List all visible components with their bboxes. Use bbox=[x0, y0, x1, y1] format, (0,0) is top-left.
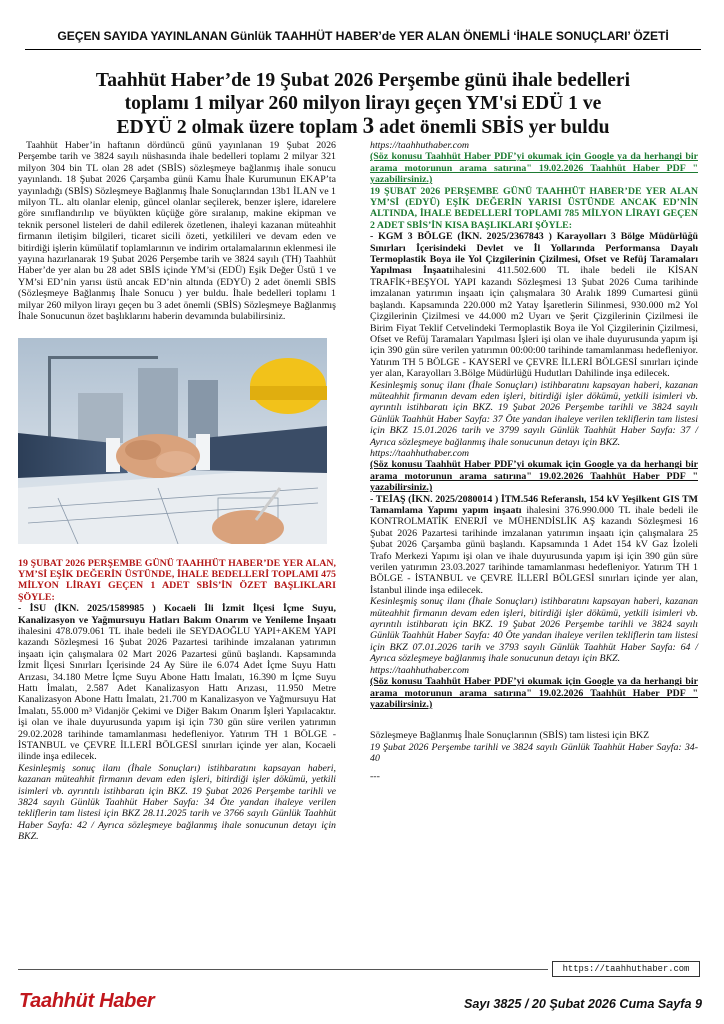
tender-body-kgm: ihalesini 411.502.600 TL ihale bedeli ile KİSAN TRAFİK+BEŞYOL YAPI kazandı Sözleşmesi 13 Şubat 2026 Cuma tarihinde imzalanan yatırımın inşaatı için çalışmalara 30 Aralık 1899 Cumartesi günü başlandı. Kapsamında 220.000 m2 Yatay İşaretlerin Silinmesi, 930.000 m2 Yol Çizgilerinin Çizilmesi ve 44.000 m2 Uyarı ve Şerit Çizgilerinin Çizilmesi ile Birim Fiyat Teklif Cetvelindeki Termoplastik Boya ile Yol Çizgilerinin Çizilmesi, Ofset ve Refüj Taramaları Yapılması İşleri işi olan ve ihale duyurusunda yapım işi için 390 gün süre verilen yatırımın 00:00:00 tarihinde tamamlanması hedefleniyor. Yatırım TH 5 BÖLGE - KAYSERİ ve ÇEVRE İLLERİ BÖLGESİ sınırları içinde yer alan, Karayolları 3.Bölge Müdürlüğü Hudutları Dahilinde inşa edilecek. bbox=[370, 265, 698, 380]
tender-title-kgm: - KGM 3 BÖLGE (İKN. 2025/2367843 ) Karayolları 3 Bölge Müdürlüğü Sınırları İçerisindeki Devlet ve İl Yollarında Performansa Dayalı Termoplastik Boya ile Yol Çizgilerinin Çizilmesi, Ofset ve Refüj Taramaları Yapılması İnşaatı bbox=[370, 231, 698, 277]
full-list-pages: 19 Şubat 2026 Perşembe tarihli ve 3824 sayılı Günlük Taahhüt Haber Sayfa: 34-40 bbox=[370, 741, 698, 765]
tender-item-kgm bbox=[370, 231, 698, 379]
brand-logo: Taahhüt Haber bbox=[19, 990, 155, 1012]
spacer bbox=[370, 710, 698, 730]
source-url-3[interactable]: https://taahhuthaber.com bbox=[370, 664, 470, 676]
tender-title-isu: - İSU (İKN. 2025/1589985 ) Kocaeli İli İzmit İlçesi İçme Suyu, Kanalizasyon ve Yağmursuyu Hatları Bakım Onarım ve Yenileme İnşaatı bbox=[18, 603, 336, 626]
tender-item-teias bbox=[370, 494, 698, 597]
source-url-1[interactable]: https://taahhuthaber.com bbox=[370, 140, 470, 151]
headline-count: 3 bbox=[362, 113, 375, 138]
left-column bbox=[18, 140, 336, 843]
headline-line-2: toplamı 1 milyar 260 milyon lirayı geçen YM'si EDÜ 1 ve bbox=[124, 92, 602, 114]
page-header: GEÇEN SAYIDA YAYINLANAN Günlük TAAHHÜT HABER’de YER ALAN ÖNEMLİ ‘İHALE SONUÇLARI’ ÖZETİ bbox=[57, 29, 669, 43]
tender-note-kgm: Kesinleşmiş sonuç ilanı (İhale Sonuçları) istihbaratını kapsayan haberi, kazanan müteahhit firmanın devam eden işleri, bitirdiği işler dökümü, yetkili isimleri vb. ayrıntılı istihbaratı için BKZ. 19 Şubat 2026 Perşembe tarihli ve 3824 sayılı Günlük Taahhüt Haber Sayfa: 37 Öte yandan ihaleye verilen tekliflerin tam listesi için BKZ 15.01.2026 tarih ve 3799 sayılı Günlük Taahhüt Haber Sayfa: 37 / Ayrıca sözleşmeye bağlanmış ihale sonucunun detayı için BKZ. bbox=[370, 379, 698, 448]
headline-line-3a: EDYÜ 2 olmak üzere toplam bbox=[116, 117, 358, 138]
headline bbox=[40, 70, 686, 140]
tender-body-isu: ihalesini 478.079.061 TL ihale bedeli ile SEYDAOĞLU YAPI+AKEM YAPI kazandı Sözleşmesi 16 Şubat 2026 Pazartesi tarihinde imzalanan yatırımın inşaatı için çalışmalara 02 Mart 2026 Pazartesi günü başlandı. Kapsamında İzmit İlçesi Sınırları İçerisinde 24 Ay Süre ile 6.074 Adet İçme Suyu Hattı Arızası, 34.180 Metre İçme Suyu Abone Hattı İmalatı, 16.390 m İçme Suyu Hattı İmalatı, 2.587 Adet Kanalizasyon Hattı Arızası, 11.950 Metre Kanalizasyon Abone Hattı İmalatı, 21.700 m Kanalizasyon ve Yağmursuyu Hat İmalatı, 55.000 m³ Vidanjör Çekimi ve Diğer Bakım Onarım İşleri Yapılacaktır. işi olan ve ihale duyurusunda yapım işi için 730 gün süre verilen yatırımın 29.02.2028 tarihinde tamamlanması hedefleniyor. Yatırım TH 1 BÖLGE - İSTANBUL ve ÇEVRE İLLERİ BÖLGESİ sınırları içinde yer alan, Kocaeli ilinde inşa edilecek. bbox=[18, 625, 336, 763]
tender-item-isu bbox=[18, 603, 336, 763]
intro-paragraph: Taahhüt Haber’in haftanın dördüncü günü yayınlanan 19 Şubat 2026 Perşembe tarih ve 3824 sayılı nüshasında ihale bedelleri toplamı 2 milyar 321 milyon 304 bin TL olan 28 adet (SBİS) sözleşmeye bağlanmış ihale sonucu yayınlandı. 18 Şubat 2026 Çarşamba günü Kamu İhale Kurumunun EKAP’ta yayınladığı (SBİS) Sözleşmeye Bağlanmış İhale Sonuçlarından 13b1 İLAN ve 1 milyon TL. altı olanlar elenip, güncel olanlar seçilerek, benzer işlere, idarelere göre sınıflandırılıp ve büyükten küçüğe göre sıralanıp, makine ekipman ve teknik personel listeleri de dahil edilerek özetlenen, ihaleyi kazanan müteahhit firmanın iletişim bilgileri, ticaret sicili özeti, yetkilileri ve devam eden ve bitirdiği işlerin kümülatif toplamlarının ve indirim ortalamalarının eklenmesi ile yayına hazırlanarak 19 Şubat 2026 Perşembe tarih ve 3824 sayılı (TH) Taahhüt Haber’de yer alan bu 28 adet SBİS içinde YM’si (EDÜ) Eşik Değer Üstü 1 ve YM’si ED’nin yarısı üstü ancak ED’nin altında (EDYÜ) 2 adet önemli SBİS (Sözleşmeye Bağlanmış İhale Sonucu ) yer buldu. İhale bedelleri toplamı 1 milyar 260 milyon lirayı geçen bu 3 adet önemli (SBİS) Sözleşmeye Bağlanmış İhale Sonucunun özet başlıklarını haberin devamında bulabilirsiniz. bbox=[18, 140, 336, 323]
tender-note-isu: Kesinleşmiş sonuç ilanı (İhale Sonuçları) istihbaratını kapsayan haberi, kazanan müteahhit firmanın devam eden işleri, bitirdiği işler dökümü, yetkili isimleri vb. ayrıntılı istihbaratı için BKZ. 19 Şubat 2026 Perşembe tarihli ve 3824 sayılı Günlük Taahhüt Haber Sayfa: 34 Öte yandan ihaleye verilen tekliflerin tam listesi için BKZ 28.11.2025 tarih ve 3766 sayılı Günlük Taahhüt Haber Sayfa: 42 / Ayrıca sözleşmeye bağlanmış ihale sonucunun detayı için BKZ. bbox=[18, 762, 336, 843]
section-heading-edyu: 19 ŞUBAT 2026 PERŞEMBE GÜNÜ TAAHHÜT HABER’DE YER ALAN YM’Sİ (EDYÜ) EŞİK DEĞERİN YARISI ÜSTÜNDE ANCAK ED’NİN ALTINDA, İHALE BEDELLERİ TOPLAMI 785 MİLYON LİRAYI GEÇEN 2 ADET SBİS’İN KISA BAŞLIKLARI ŞÖYLE: bbox=[370, 185, 698, 231]
handshake-photo-art bbox=[18, 338, 327, 544]
headline-line-3b: adet önemli SBİS yer buldu bbox=[379, 117, 610, 138]
header-divider bbox=[25, 49, 701, 50]
footer-divider bbox=[18, 969, 548, 970]
section-heading-edu: 19 ŞUBAT 2026 PERŞEMBE GÜNÜ TAAHHÜT HABER’DE YER ALAN, YM’Sİ EŞİK DEĞERİN ÜSTÜNDE, İHALE BEDELLERİ TOPLAMI 475 MİLYON LİRAYI GEÇEN 1 ADET SBİS’İN ÖZET BAŞLIKLARI ŞÖYLE: bbox=[18, 557, 336, 603]
headline-line-1: Taahhüt Haber’de 19 Şubat 2026 Perşembe günü ihale bedelleri bbox=[95, 70, 631, 91]
pdf-note-3: (Söz konusu Taahhüt Haber PDF’yi okumak için Google ya da herhangi bir arama motorunun arama satırına" 19.02.2026 Taahhüt Haber PDF " yazabilirsiniz.) bbox=[370, 676, 698, 710]
pdf-note-2: (Söz konusu Taahhüt Haber PDF’yi okumak için Google ya da herhangi bir arama motorunun arama satırına" 19.02.2026 Taahhüt Haber PDF " yazabilirsiniz.) bbox=[370, 459, 698, 494]
right-column bbox=[370, 140, 698, 782]
handshake-photo-icon bbox=[18, 338, 327, 544]
source-url-2[interactable]: https://taahhuthaber.com bbox=[370, 447, 470, 459]
pdf-note-1: (Söz konusu Taahhüt Haber PDF’yi okumak için Google ya da herhangi bir arama motorunun arama satırına" 19.02.2026 Taahhüt Haber PDF " yazabilirsiniz.) bbox=[370, 151, 698, 186]
headline-line-3 bbox=[40, 115, 686, 140]
issue-info: Sayı 3825 / 20 Şubat 2026 Cuma Sayfa 9 bbox=[463, 997, 702, 1011]
tender-body-teias: ihalesini 376.990.000 TL ihale bedeli ile KONTROLMATİK ENERJİ ve MÜHENDİSLİK AŞ kazandı Sözleşmesi 16 Şubat 2026 Pazartesi tarihinde imzalanan yatırımın inşaatı için çalışmalara 25 Şubat 2026 Çarşamba günü başlandı. Kapsamında 1 Adet 154 kV Gaz İzoleli Trafo Merkezi Yapımı işi olan ve ihale duyurusunda yapım işi için 390 gün süre verilen yatırımın 23.03.2027 tarihinde tamamlanması hedefleniyor. Yatırım TH 1 BÖLGE - İSTANBUL ve ÇEVRE İLLERİ BÖLGESİ sınırları içinde yer alan, İstanbul ilinde inşa edilecek. bbox=[370, 505, 699, 596]
tender-note-teias: Kesinleşmiş sonuç ilanı (İhale Sonuçları) istihbaratını kapsayan haberi, kazanan müteahhit firmanın devam eden işleri, bitirdiği işler dökümü, yetkili isimleri vb. ayrıntılı istihbaratı için BKZ. 19 Şubat 2026 Perşembe tarihli ve 3824 sayılı Günlük Taahhüt Haber Sayfa: 40 Öte yandan ihaleye verilen tekliflerin tam listesi için BKZ 07.01.2026 tarih ve 3793 sayılı Günlük Taahhüt Haber Sayfa: 64 / Ayrıca sözleşmeye bağlanmış ihale sonucunun detayı için BKZ. bbox=[370, 596, 698, 665]
full-list-reference: Sözleşmeye Bağlanmış İhale Sonuçlarının (SBİS) tam listesi için BKZ bbox=[370, 730, 650, 742]
footer-url[interactable]: https://taahhuthaber.com bbox=[552, 961, 700, 977]
end-mark: --- bbox=[370, 770, 380, 782]
tender-title-teias: - TEİAŞ (İKN. 2025/2080014 ) İTM.546 Referanslı, 154 kV Yeşilkent GIS TM Tamamlama Yapımı yapım inşaatı bbox=[370, 493, 698, 516]
